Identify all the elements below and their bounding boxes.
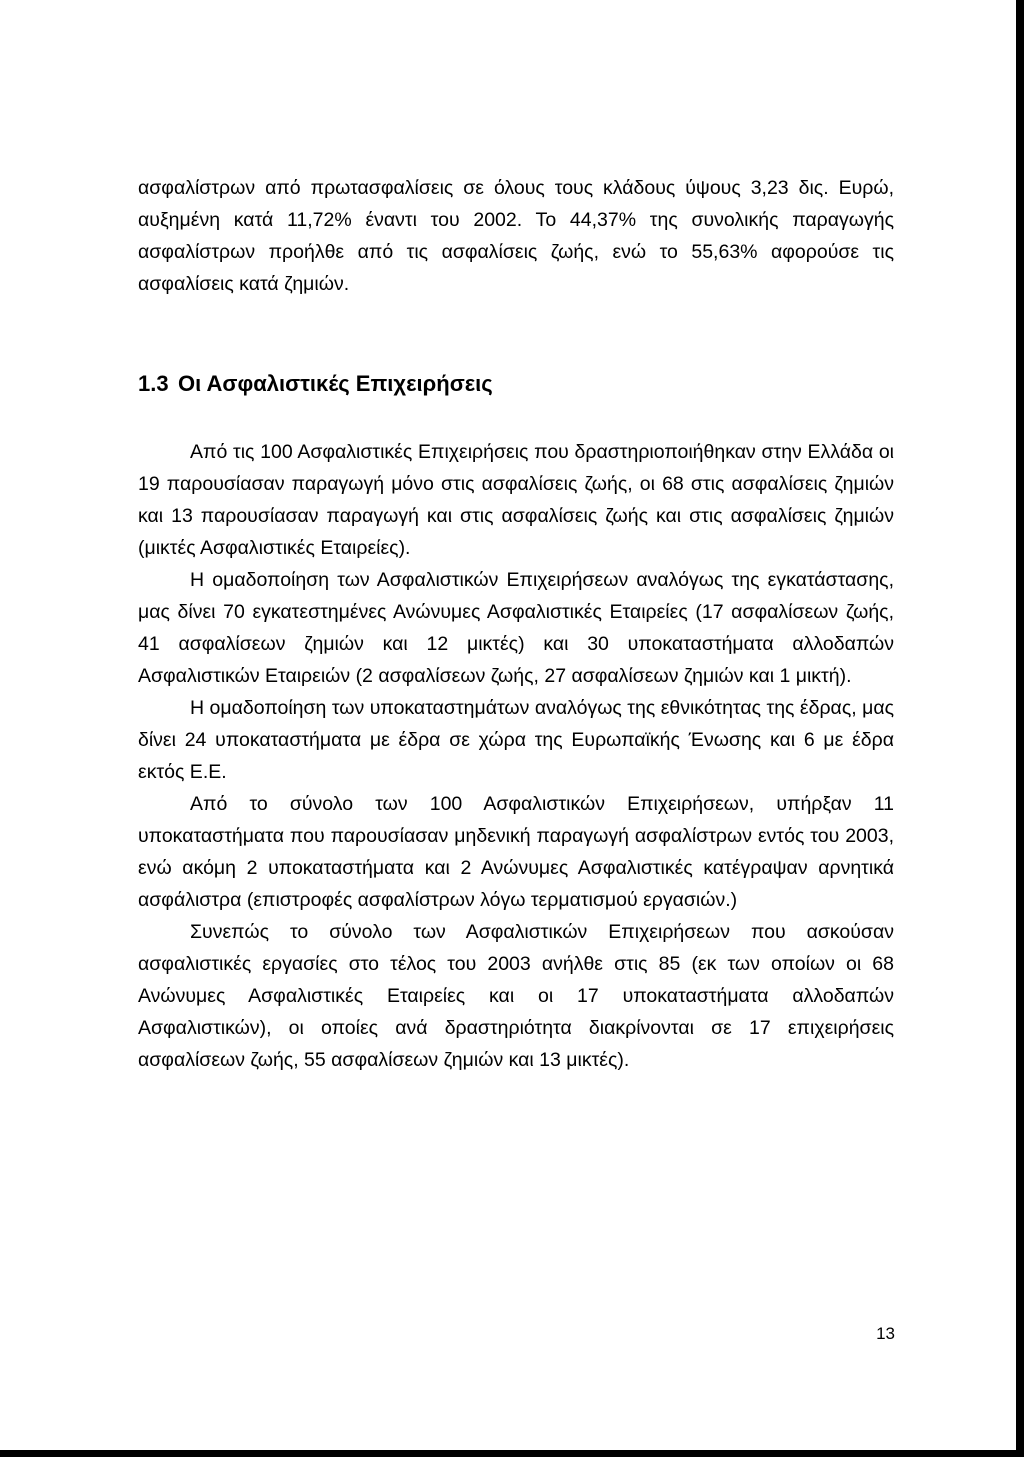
paragraph-establishment-grouping: Η ομαδοποίηση των Ασφαλιστικών Επιχειρήσεων αναλόγως της εγκατάστασης, μας δίνει 70 εγκατεστημένες Ανώνυμες Ασφαλιστικές Εταιρείες (17 ασφαλίσεων ζωής, 41 ασφαλίσεων ζημιών και 12 μικτές) και 30 υποκαταστήματα αλλοδαπών Ασφαλιστικών Εταιρειών (2 ασφαλίσεων ζωής, 27 ασφαλίσεων ζημιών και 1 μικτή). bbox=[138, 569, 894, 687]
intro-paragraph: ασφαλίστρων από πρωτασφαλίσεις σε όλους τους κλάδους ύψους 3,23 δις. Ευρώ, αυξημένη κατά 11,72% έναντι του 2002. Το 44,37% της συνολικής παραγωγής ασφαλίστρων προήλθε από τις ασφαλίσεις ζωής, ενώ το 55,63% αφορούσε τις ασφαλίσεις κατά ζημιών. bbox=[138, 177, 894, 295]
document-body bbox=[138, 172, 894, 1076]
section-title: Οι Ασφαλιστικές Επιχειρήσεις bbox=[178, 371, 493, 396]
section-heading bbox=[138, 368, 894, 400]
section-number: 1.3 bbox=[138, 371, 169, 396]
paragraph-companies-overview: Από τις 100 Ασφαλιστικές Επιχειρήσεις που δραστηριοποιήθηκαν στην Ελλάδα οι 19 παρουσίασαν παραγωγή μόνο στις ασφαλίσεις ζωής, οι 68 στις ασφαλίσεις ζημιών και 13 παρουσίασαν παραγωγή και στις ασφαλίσεις ζωής και στις ασφαλίσεις ζημιών (μικτές Ασφαλιστικές Εταιρείες). bbox=[138, 441, 894, 559]
paragraph-zero-production: Από το σύνολο των 100 Ασφαλιστικών Επιχειρήσεων, υπήρξαν 11 υποκαταστήματα που παρουσίασαν μηδενική παραγωγή ασφαλίστρων εντός του 2003, ενώ ακόμη 2 υποκαταστήματα και 2 Ανώνυμες Ασφαλιστικές κατέγραψαν αρνητικά ασφάλιστρα (επιστροφές ασφαλίστρων λόγω τερματισμού εργασιών.) bbox=[138, 793, 894, 911]
paragraph-branch-nationality: Η ομαδοποίηση των υποκαταστημάτων αναλόγως της εθνικότητας της έδρας, μας δίνει 24 υποκαταστήματα με έδρα σε χώρα της Ευρωπαϊκής Ένωσης και 6 με έδρα εκτός Ε.Ε. bbox=[138, 697, 894, 783]
paragraph-total-active: Συνεπώς το σύνολο των Ασφαλιστικών Επιχειρήσεων που ασκούσαν ασφαλιστικές εργασίες στο τέλος του 2003 ανήλθε στις 85 (εκ των οποίων οι 68 Ανώνυμες Ασφαλιστικές Εταιρείες και οι 17 υποκαταστήματα αλλοδαπών Ασφαλιστικών), οι οποίες ανά δραστηριότητα διακρίνονται σε 17 επιχειρήσεις ασφαλίσεων ζωής, 55 ασφαλίσεων ζημιών και 13 μικτές). bbox=[138, 921, 894, 1071]
page-number: 13 bbox=[876, 1324, 895, 1343]
